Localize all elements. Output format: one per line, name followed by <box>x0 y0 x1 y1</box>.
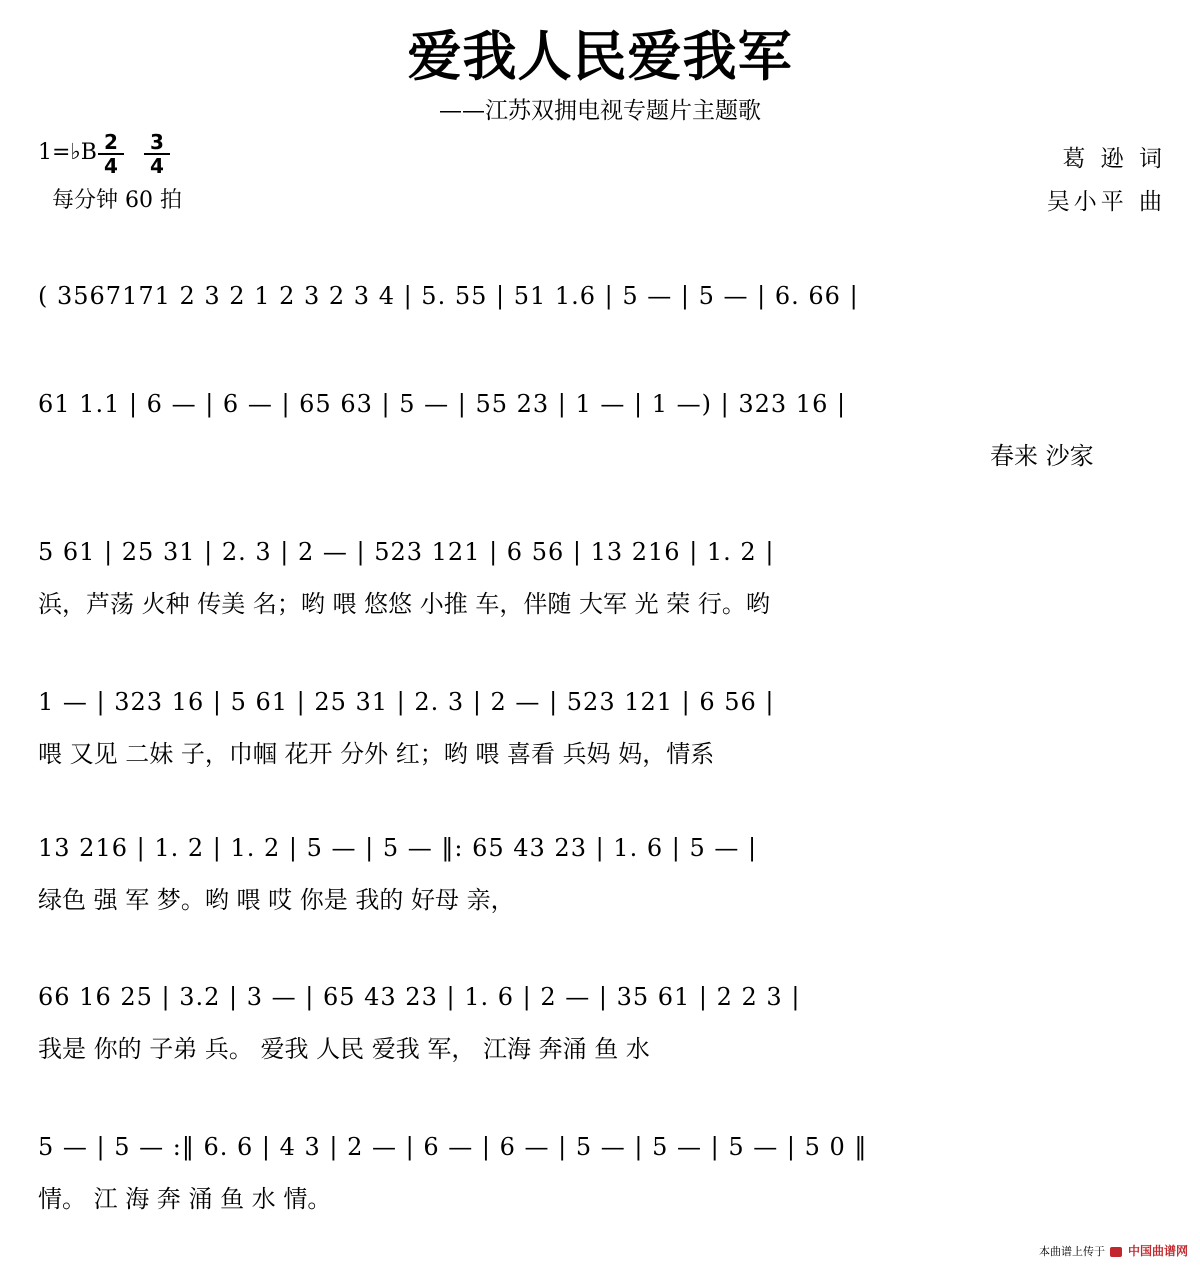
lyrics-line: 喂 又见 二妹 子，巾帼 花开 分外 红；哟 喂 喜看 兵妈 妈，情系 <box>38 740 715 768</box>
site-name-link[interactable]: 中国曲谱网 <box>1127 1244 1188 1258</box>
key-signature: 1=♭B <box>38 140 97 165</box>
lyrics-line: 情。 江 海 奔 涌 鱼 水 情。 <box>38 1185 332 1213</box>
time-signature-3-4 <box>144 132 170 176</box>
lyrics-line: 春来 沙家 <box>990 442 1094 470</box>
notation-line: 66 16 25 | 3.2 | 3 — | 65 43 23 | 1. 6 | 2 — | 35 61 | 2 2 3 | <box>38 983 801 1011</box>
time-signature-2-4 <box>98 132 124 176</box>
site-logo-icon <box>1110 1247 1122 1257</box>
notation-line: 5 61 | 25 31 | 2. 3 | 2 — | 523 121 | 6 56 | 13 216 | 1. 2 | <box>38 538 775 566</box>
footer-text: 本曲谱上传于 <box>1038 1245 1105 1258</box>
time-signature-denominator: 4 <box>150 154 164 178</box>
notation-line: ( 3567171 2 3 2 1 2 3 2 3 4 | 5. 55 | 51 1.6 | 5 — | 5 — | 6. 66 | <box>38 282 859 310</box>
notation-line: 5 — | 5 — :‖ 6. 6 | 4 3 | 2 — | 6 — | 6 — | 5 — | 5 — | 5 — | 5 0 ‖ <box>38 1133 868 1161</box>
time-signature-numerator: 2 <box>98 132 124 155</box>
lyricist-credit: 葛 逊 词 <box>1062 146 1166 172</box>
notation-line: 1 — | 323 16 | 5 61 | 25 31 | 2. 3 | 2 — | 523 121 | 6 56 | <box>38 688 775 716</box>
lyrics-line: 浜，芦荡 火种 传美 名；哟 喂 悠悠 小推 车，伴随 大军 光 荣 行。哟 <box>38 590 770 618</box>
time-signature-denominator: 4 <box>104 154 118 178</box>
time-signature-numerator: 3 <box>144 132 170 155</box>
composer-credit: 吴小平 曲 <box>1046 189 1166 215</box>
notation-line: 13 216 | 1. 2 | 1. 2 | 5 — | 5 — ‖: 65 43 23 | 1. 6 | 5 — | <box>38 834 758 862</box>
song-title: 爱我人民爱我军 <box>407 25 793 88</box>
lyrics-line: 我是 你的 子弟 兵。 爱我 人民 爱我 军， 江海 奔涌 鱼 水 <box>38 1035 650 1063</box>
song-subtitle: ——江苏双拥电视专题片主题歌 <box>439 98 761 124</box>
notation-line: 61 1.1 | 6 — | 6 — | 65 63 | 5 — | 55 23 | 1 — | 1 —) | 323 16 | <box>38 390 847 418</box>
upload-footer <box>1039 1242 1188 1259</box>
tempo-marking: 每分钟 60 拍 <box>52 188 182 213</box>
lyrics-line: 绿色 强 军 梦。哟 喂 哎 你是 我的 好母 亲， <box>38 886 515 914</box>
